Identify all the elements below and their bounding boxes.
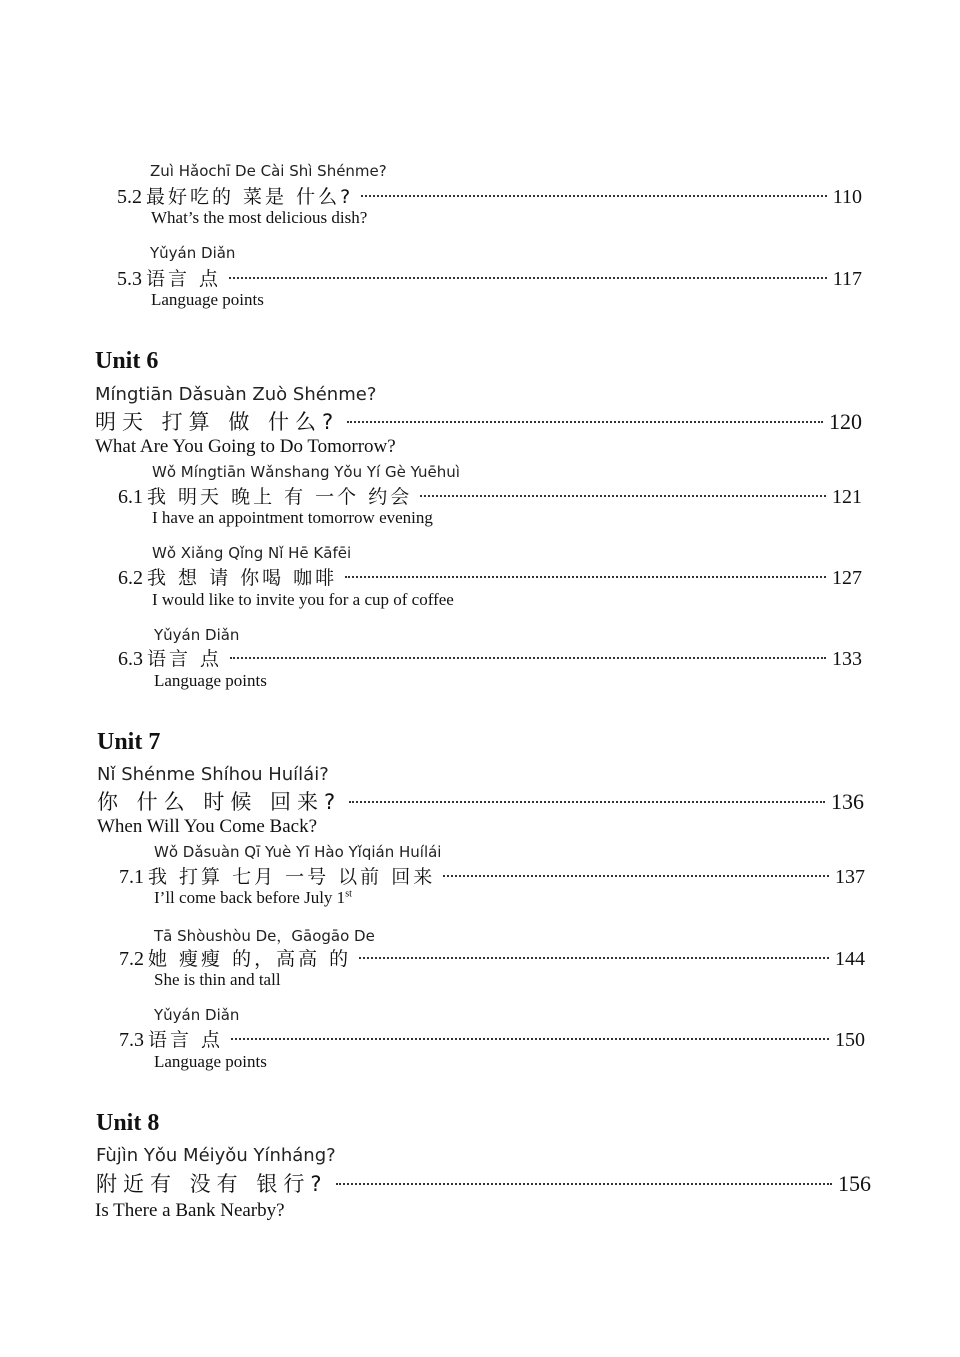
english-title-7-1 xyxy=(154,888,352,908)
section-number: 7.2 xyxy=(119,948,144,970)
toc-entry-6-2[interactable] xyxy=(118,563,862,590)
leader-dots xyxy=(345,576,826,578)
unit-6-heading: Unit 6 xyxy=(95,348,159,374)
english-title-7-3: Language points xyxy=(154,1052,267,1071)
chinese-title: 她 瘦瘦 的，高高 的 xyxy=(148,948,352,970)
chinese-title: 我 打算 七月 一号 以前 回来 xyxy=(148,866,436,888)
english-title-5-3: Language points xyxy=(151,290,264,309)
leader-dots xyxy=(231,1038,829,1040)
leader-dots xyxy=(336,1183,833,1185)
unit-8-english-title: Is There a Bank Nearby? xyxy=(95,1200,285,1221)
unit-7-pinyin: Nǐ Shénme Shíhou Huílái? xyxy=(97,764,329,785)
leader-dots xyxy=(229,277,827,279)
section-number: 6.2 xyxy=(118,567,143,589)
section-number: 5.2 xyxy=(117,186,142,208)
page-number: 121 xyxy=(832,486,862,508)
section-number: 5.3 xyxy=(117,268,142,290)
chinese-title: 明天 打算 做 什么? xyxy=(95,410,340,434)
pinyin-7-3: Yǔyán Diǎn xyxy=(154,1006,240,1024)
leader-dots xyxy=(349,801,825,803)
english-title-text: I’ll come back before July 1 xyxy=(154,888,346,907)
section-number: 7.1 xyxy=(119,866,144,888)
unit-7-english-title: When Will You Come Back? xyxy=(97,816,318,837)
unit-7-heading: Unit 7 xyxy=(97,729,161,755)
leader-dots xyxy=(443,875,829,877)
toc-entry-7-2[interactable] xyxy=(119,944,865,971)
page-number: 133 xyxy=(832,648,862,670)
english-title-7-2: She is thin and tall xyxy=(154,970,281,989)
chinese-title: 语言 点 xyxy=(146,268,222,290)
toc-entry-5-3[interactable] xyxy=(117,264,862,291)
page-number: 110 xyxy=(832,186,862,208)
unit-8-heading: Unit 8 xyxy=(96,1110,160,1136)
pinyin-5-2: Zuì Hǎochī De Cài Shì Shénme? xyxy=(150,162,387,180)
english-title-6-3: Language points xyxy=(154,671,267,690)
section-number: 6.3 xyxy=(118,648,143,670)
unit-6-english-title: What Are You Going to Do Tomorrow? xyxy=(95,436,396,457)
pinyin-7-1: Wǒ Dǎsuàn Qī Yuè Yī Hào Yǐqián Huílái xyxy=(154,843,442,861)
page-number: 137 xyxy=(835,866,865,888)
chinese-title: 语言 点 xyxy=(148,1029,224,1051)
leader-dots xyxy=(347,421,823,423)
leader-dots xyxy=(420,495,826,497)
pinyin-6-3: Yǔyán Diǎn xyxy=(154,626,240,644)
chinese-title: 我 明天 晚上 有 一个 约会 xyxy=(147,486,413,508)
chinese-title: 附近有 没有 银行? xyxy=(96,1172,328,1196)
pinyin-6-2: Wǒ Xiǎng Qǐng Nǐ Hē Kāfēi xyxy=(152,544,352,562)
pinyin-5-3: Yǔyán Diǎn xyxy=(150,244,236,262)
chinese-title: 语言 点 xyxy=(147,648,223,670)
toc-entry-unit-7[interactable] xyxy=(97,786,864,816)
toc-entry-6-3[interactable] xyxy=(118,644,862,671)
page-number: 136 xyxy=(831,789,864,814)
section-number: 6.1 xyxy=(118,486,143,508)
leader-dots xyxy=(230,657,826,659)
english-title-5-2: What’s the most delicious dish? xyxy=(151,208,368,227)
unit-8-pinyin: Fùjìn Yǒu Méiyǒu Yínháng? xyxy=(96,1145,336,1166)
toc-entry-7-3[interactable] xyxy=(119,1025,865,1052)
english-title-6-1: I have an appointment tomorrow evening xyxy=(152,508,433,527)
page-number: 150 xyxy=(835,1029,865,1051)
toc-entry-unit-6[interactable] xyxy=(95,406,862,436)
toc-entry-unit-8[interactable] xyxy=(96,1168,871,1198)
page-number: 144 xyxy=(835,948,865,970)
chinese-title: 我 想 请 你喝 咖啡 xyxy=(147,567,338,589)
toc-entry-6-1[interactable] xyxy=(118,482,862,509)
leader-dots xyxy=(359,957,829,959)
toc-entry-5-2[interactable] xyxy=(117,182,862,209)
ordinal-suffix: st xyxy=(345,888,352,900)
english-title-6-2: I would like to invite you for a cup of coffee xyxy=(152,590,454,609)
page-number: 156 xyxy=(838,1171,871,1196)
section-number: 7.3 xyxy=(119,1029,144,1051)
pinyin-7-2: Tā Shòushòu De，Gāogāo De xyxy=(154,927,375,945)
chinese-title: 最好吃的 菜是 什么? xyxy=(146,186,354,208)
page-number: 120 xyxy=(829,409,862,434)
chinese-title: 你 什么 时候 回来? xyxy=(97,790,342,814)
toc-entry-7-1[interactable] xyxy=(119,862,865,889)
unit-6-pinyin: Míngtiān Dǎsuàn Zuò Shénme? xyxy=(95,384,377,405)
page-number: 117 xyxy=(832,268,862,290)
pinyin-6-1: Wǒ Míngtiān Wǎnshang Yǒu Yí Gè Yuēhuì xyxy=(152,463,460,481)
page-number: 127 xyxy=(832,567,862,589)
leader-dots xyxy=(361,195,827,197)
